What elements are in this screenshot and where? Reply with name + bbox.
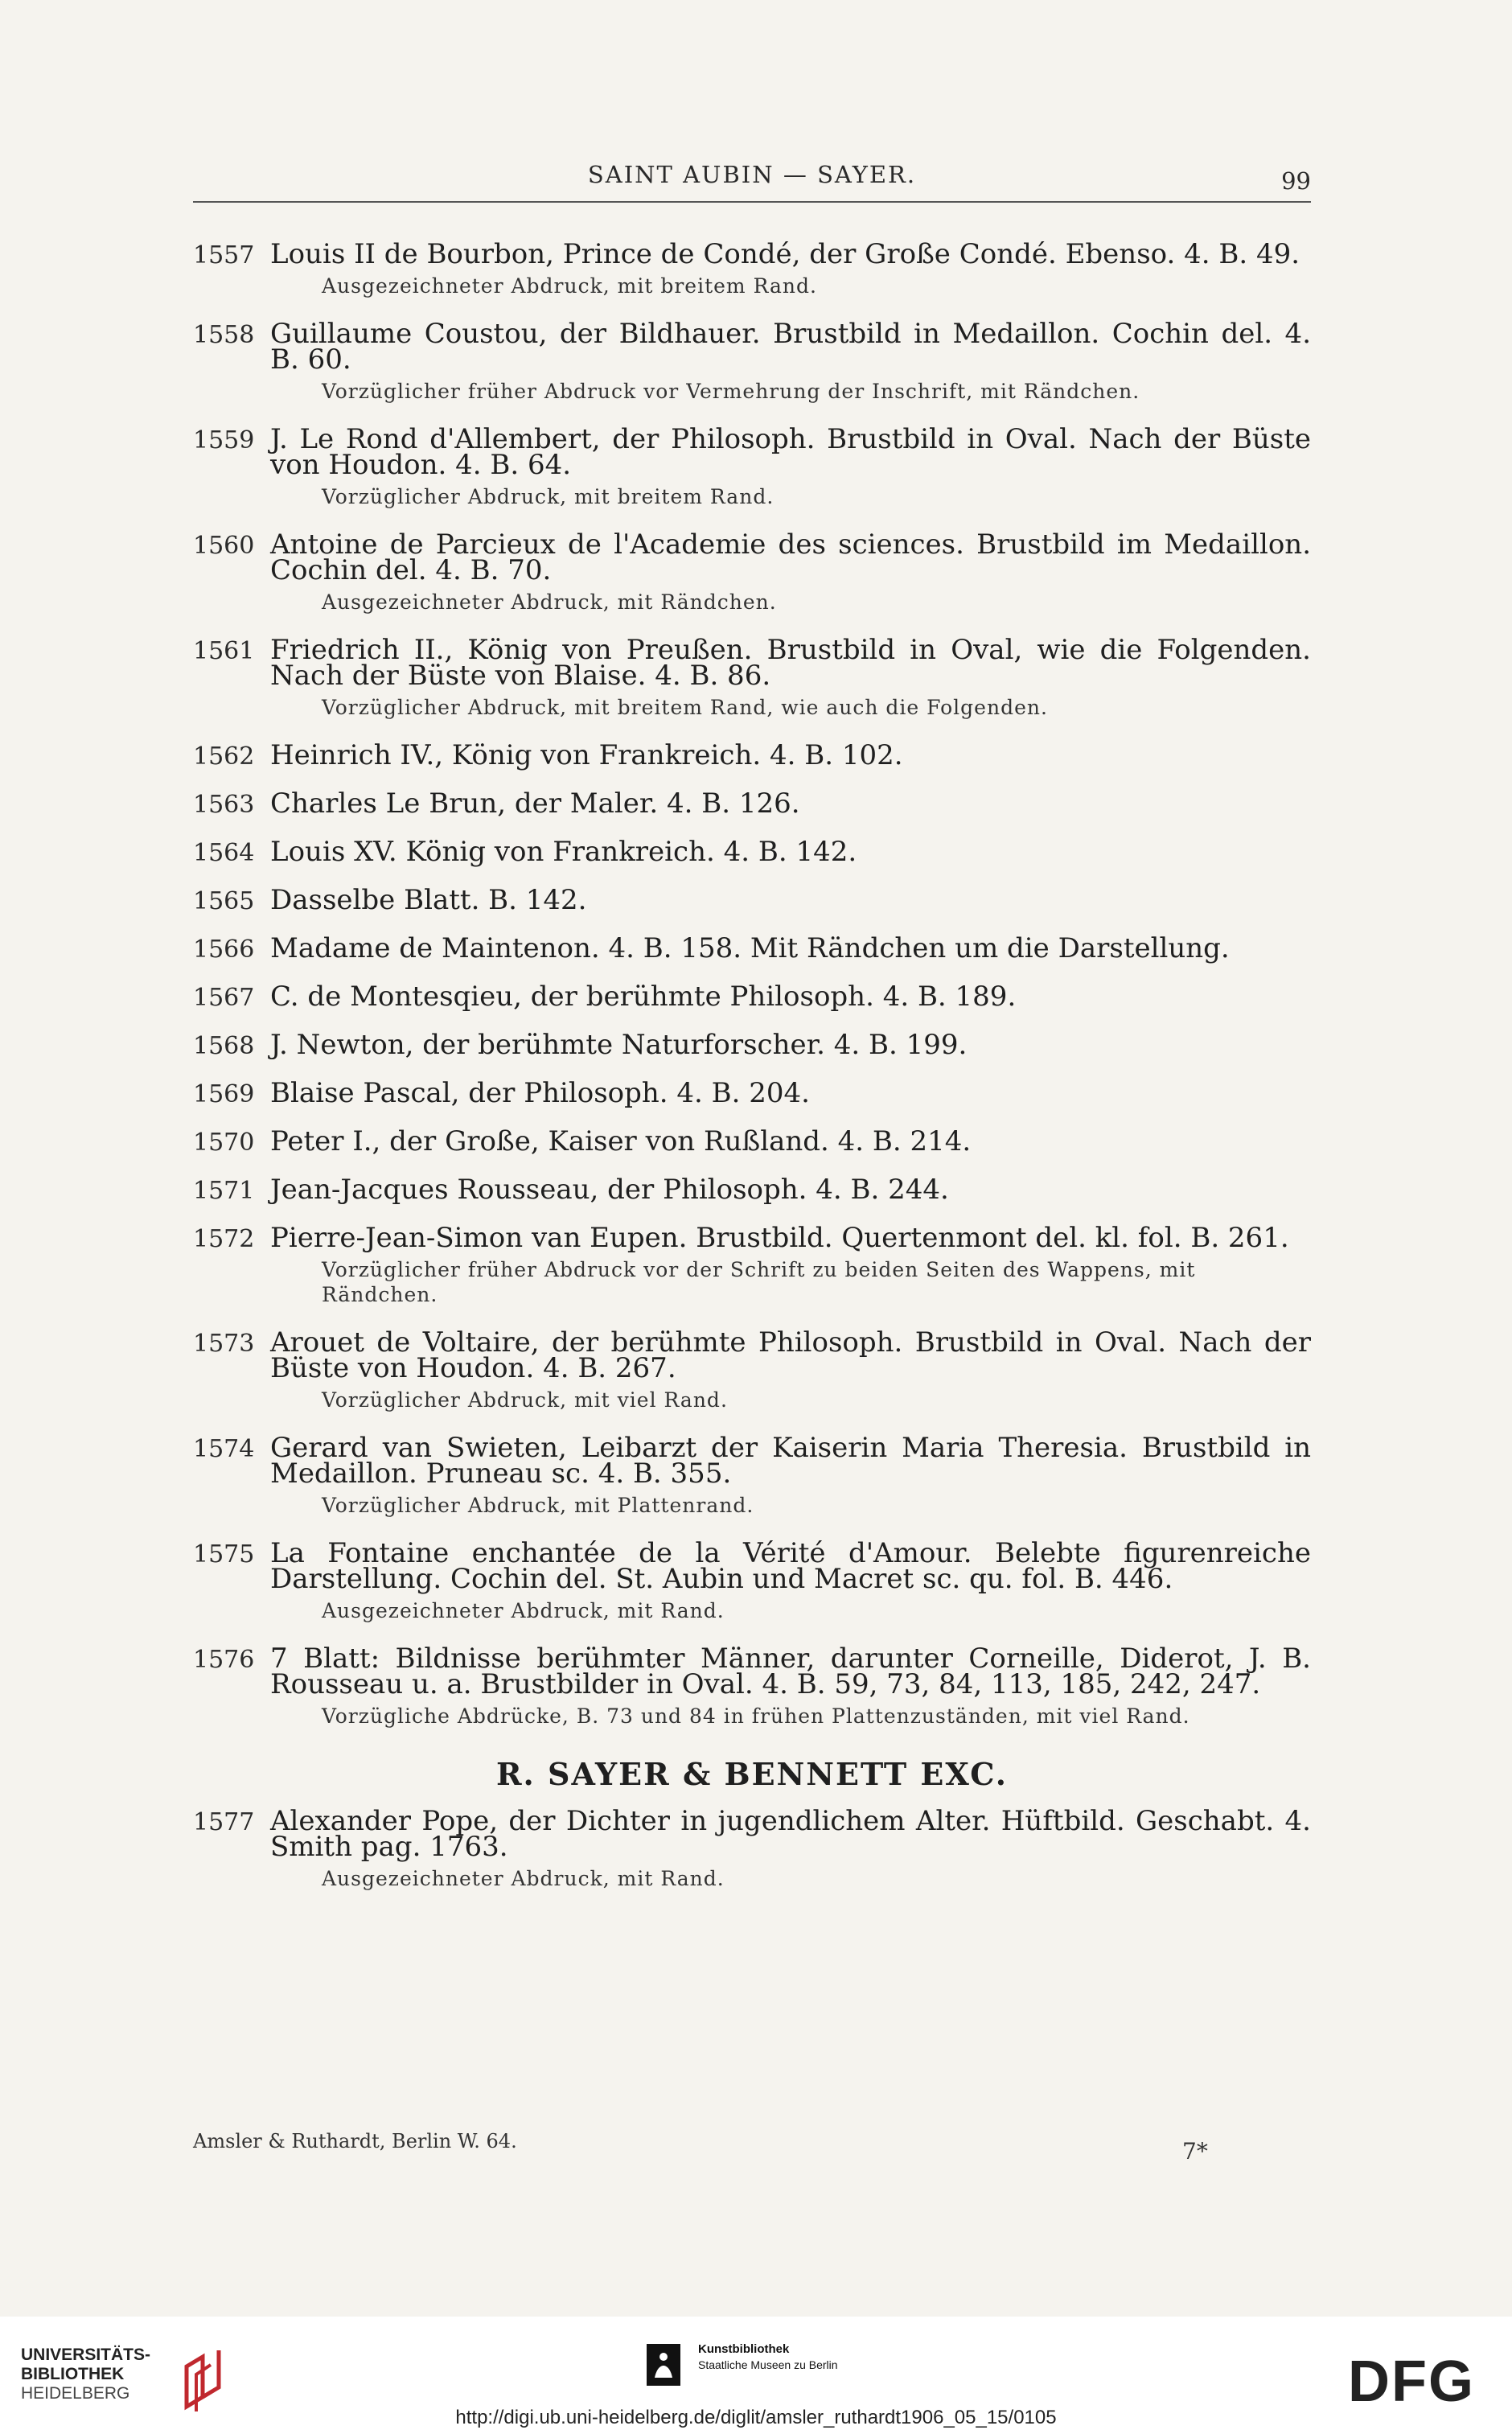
catalog-entry — [193, 634, 1311, 720]
catalog-entry — [193, 884, 1311, 916]
kunstbibliothek-mark-icon — [643, 2341, 684, 2389]
catalog-entry — [193, 836, 1311, 868]
entry-number: 1570 — [193, 1129, 255, 1157]
catalog-entry — [193, 423, 1311, 509]
section-heading: R. SAYER & BENNETT EXC. — [495, 1756, 1009, 1792]
entry-note: Vorzüglicher Abdruck, mit viel Rand. — [322, 1388, 728, 1412]
library-mark-icon — [179, 2350, 227, 2415]
catalog-entry — [193, 318, 1311, 404]
header-rule — [193, 201, 1311, 203]
catalog-entry — [193, 238, 1311, 298]
entry-note: Ausgezeichneter Abdruck, mit Rändchen. — [322, 590, 777, 614]
catalog-entry — [193, 981, 1311, 1013]
entry-number: 1558 — [193, 321, 255, 349]
catalog-entry — [193, 1077, 1311, 1109]
entry-note: Ausgezeichneter Abdruck, mit Rand. — [322, 1867, 725, 1890]
catalog-entry — [193, 1174, 1311, 1206]
digitization-footer — [0, 2317, 1512, 2434]
catalog-entry — [193, 787, 1311, 820]
library-name-line3: HEIDELBERG — [21, 2384, 130, 2403]
signature-mark: 7* — [1182, 2138, 1208, 2165]
entry-number: 1566 — [193, 935, 255, 964]
entry-number: 1564 — [193, 839, 255, 867]
entry-note: Vorzüglicher Abdruck, mit Plattenrand. — [322, 1494, 754, 1517]
catalog-entry — [193, 1537, 1311, 1623]
catalog-entry — [193, 1805, 1311, 1891]
entry-number: 1573 — [193, 1330, 255, 1358]
entry-number: 1559 — [193, 426, 255, 454]
kunstbibliothek-subtitle: Staatliche Museen zu Berlin — [698, 2358, 838, 2371]
entry-text: Louis II de Bourbon, Prince de Condé, der Große Condé. Ebenso. 4. B. 49. — [270, 238, 1300, 270]
entry-number: 1572 — [193, 1225, 255, 1253]
entry-number: 1567 — [193, 984, 255, 1012]
entry-number: 1575 — [193, 1540, 255, 1569]
entry-text: Friedrich II., König von Preußen. Brustbild in Oval, wie die Folgenden. Nach der Büste von Blaise. 4. B. 86. — [270, 634, 1311, 692]
library-name-line2: BIBLIOTHEK — [21, 2365, 125, 2383]
kunstbibliothek-title: Kunstbibliothek — [698, 2342, 790, 2356]
entry-text: Peter I., der Große, Kaiser von Rußland. 4. B. 214. — [270, 1125, 972, 1157]
entry-text: Heinrich IV., König von Frankreich. 4. B. 102. — [270, 739, 903, 771]
header-title: SAINT AUBIN — SAYER. — [587, 161, 917, 188]
entry-note: Vorzüglicher Abdruck, mit breitem Rand, wie auch die Folgenden. — [322, 696, 1048, 719]
catalog-entry — [193, 1222, 1311, 1307]
catalog-entry — [193, 932, 1311, 964]
entry-text: Arouet de Voltaire, der berühmte Philosoph. Brustbild in Oval. Nach der Büste von Houdon. 4. B. 267. — [270, 1326, 1311, 1384]
entry-text: J. Le Rond d'Allembert, der Philosoph. Brustbild in Oval. Nach der Büste von Houdon. 4. B. 64. — [270, 423, 1311, 481]
entry-text: C. de Montesqieu, der berühmte Philosoph. 4. B. 189. — [270, 981, 1017, 1013]
entry-text: Guillaume Coustou, der Bildhauer. Brustbild in Medaillon. Cochin del. 4. B. 60. — [270, 318, 1311, 376]
entry-text: Alexander Pope, der Dichter in jugendlichem Alter. Hüftbild. Geschabt. 4. Smith pag. 1763. — [270, 1805, 1311, 1863]
entry-text: Louis XV. König von Frankreich. 4. B. 142. — [270, 836, 857, 868]
entry-text: Pierre-Jean-Simon van Eupen. Brustbild. Quertenmont del. kl. fol. B. 261. — [270, 1222, 1289, 1254]
catalog-entries — [193, 238, 1311, 1914]
catalog-entry — [193, 1029, 1311, 1061]
entry-text: Madame de Maintenon. 4. B. 158. Mit Rändchen um die Darstellung. — [270, 932, 1230, 964]
entry-number: 1560 — [193, 532, 255, 560]
entry-note: Ausgezeichneter Abdruck, mit Rand. — [322, 1599, 725, 1622]
entry-number: 1565 — [193, 887, 255, 915]
entry-number: 1569 — [193, 1080, 255, 1108]
printer-imprint: Amsler & Ruthardt, Berlin W. 64. — [193, 2130, 517, 2152]
catalog-entry — [193, 528, 1311, 615]
entry-note: Vorzügliche Abdrücke, B. 73 und 84 in frühen Plattenzuständen, mit viel Rand. — [322, 1704, 1190, 1728]
entry-number: 1568 — [193, 1032, 255, 1060]
entry-text: Antoine de Parcieux de l'Academie des sciences. Brustbild im Medaillon. Cochin del. 4. B. 70. — [270, 528, 1311, 586]
entry-number: 1557 — [193, 241, 255, 269]
catalog-entry — [193, 1643, 1311, 1729]
library-logo[interactable] — [21, 2346, 230, 2415]
entry-text: Gerard van Swieten, Leibarzt der Kaiserin Maria Theresia. Brustbild in Medaillon. Pruneau sc. 4. B. 355. — [270, 1432, 1311, 1490]
library-name-line1: UNIVERSITÄTS- — [21, 2346, 151, 2364]
entry-text: La Fontaine enchantée de la Vérité d'Amour. Belebte figurenreiche Darstellung. Cochin del. St. Aubin und Macret sc. qu. fol. B. 446. — [270, 1537, 1311, 1595]
entry-text: J. Newton, der berühmte Naturforscher. 4. B. 199. — [270, 1029, 968, 1061]
kunstbibliothek-logo[interactable] — [643, 2341, 885, 2389]
entry-note: Ausgezeichneter Abdruck, mit breitem Rand. — [322, 274, 817, 298]
entry-text: Dasselbe Blatt. B. 142. — [270, 884, 587, 916]
entry-number: 1576 — [193, 1646, 255, 1674]
entry-text: Jean-Jacques Rousseau, der Philosoph. 4. B. 244. — [270, 1174, 949, 1206]
catalog-entry — [193, 1125, 1311, 1157]
entry-number: 1577 — [193, 1808, 255, 1836]
entry-note: Vorzüglicher früher Abdruck vor der Schrift zu beiden Seiten des Wappens, mit Rändchen. — [322, 1258, 1196, 1306]
permalink-url[interactable]: http://digi.ub.uni-heidelberg.de/diglit/amsler_ruthardt1906_05_15/0105 — [455, 2407, 1057, 2428]
entry-number: 1562 — [193, 742, 255, 771]
entry-number: 1574 — [193, 1435, 255, 1463]
catalog-entry — [193, 1432, 1311, 1518]
page-number: 99 — [1281, 167, 1311, 195]
catalog-entry — [193, 739, 1311, 771]
entry-number: 1571 — [193, 1177, 255, 1205]
entry-note: Vorzüglicher Abdruck, mit breitem Rand. — [322, 485, 774, 508]
entry-number: 1561 — [193, 637, 255, 665]
entry-number: 1563 — [193, 791, 255, 819]
entry-text: Blaise Pascal, der Philosoph. 4. B. 204. — [270, 1077, 810, 1109]
entry-text: 7 Blatt: Bildnisse berühmter Männer, darunter Corneille, Diderot, J. B. Rousseau u. a. Brustbilder in Oval. 4. B. 59, 73, 84, 113, 185, 242, 247. — [270, 1643, 1311, 1700]
catalog-entry — [193, 1326, 1311, 1412]
dfg-logo[interactable]: DFG — [1348, 2350, 1475, 2414]
entry-text: Charles Le Brun, der Maler. 4. B. 126. — [270, 787, 800, 820]
entry-note: Vorzüglicher früher Abdruck vor Vermehrung der Inschrift, mit Rändchen. — [322, 380, 1140, 403]
